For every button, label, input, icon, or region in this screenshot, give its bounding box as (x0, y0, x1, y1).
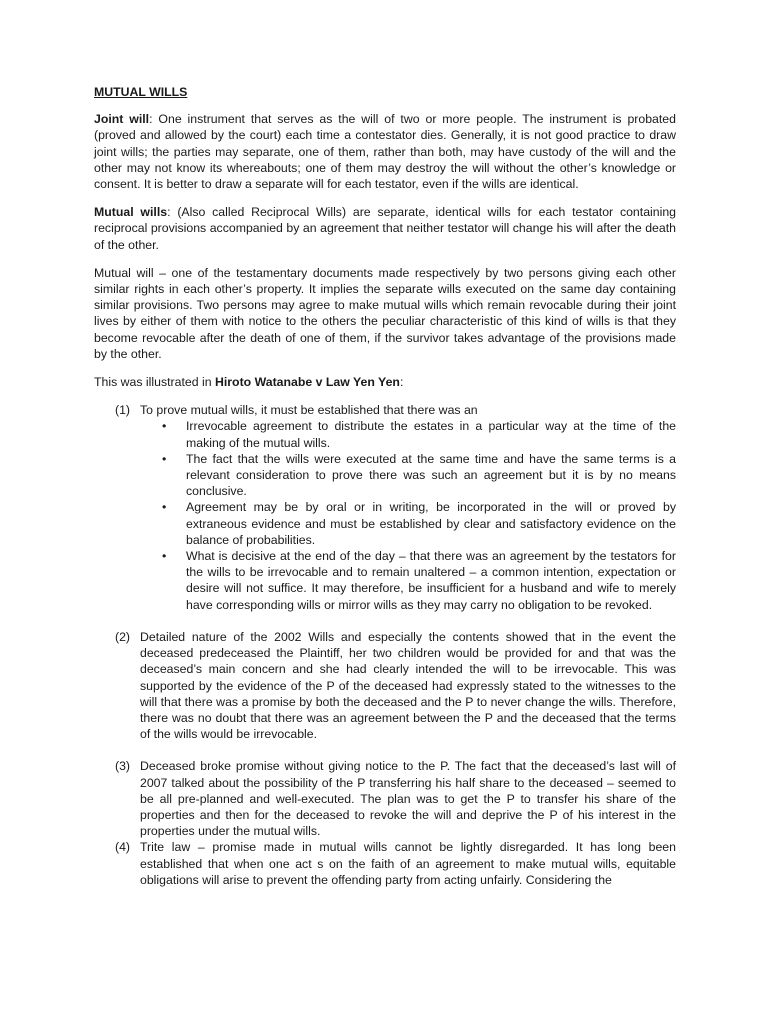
page-title: MUTUAL WILLS (94, 85, 188, 99)
bullet-item: • The fact that the wills were executed at the same time and have the same terms is a relevant consideration to prove there was such an agreement but it is by no means conclusive. (140, 451, 676, 500)
point-item (94, 402, 676, 629)
point-item (94, 839, 676, 888)
point-text: To prove mutual wills, it must be established that there was an (140, 403, 478, 418)
mutual-wills-paragraph (94, 204, 676, 253)
point-item (94, 629, 676, 758)
mutual-wills-term: Mutual wills (94, 205, 168, 220)
mutual-wills-text: : (Also called Reciprocal Wills) are separate, identical wills for each testator containing reciprocal provisions accompanied by an agreement that neither testator will change his will after the death of the other. (94, 205, 677, 252)
joint-will-paragraph (94, 111, 676, 192)
point-text: Detailed nature of the 2002 Wills and especially the contents showed that in the event the deceased predeceased the Plaintiff, her two children would be provided for and that was the deceased’s main concern and she had clearly intended the will to be irrevocable. This was supported by the evidence of the P of the deceased had expressly stated to the witnesses to the will that there was a promise by both the deceased and the P to never change the wills. Therefore, there was no doubt that there was an agreement between the P and the deceased that the terms of the wills would be irrevocable. (140, 629, 676, 742)
point-number: (1) (115, 403, 131, 418)
illustrated-prefix: This was illustrated in (94, 375, 215, 390)
bullet-item: • What is decisive at the end of the day – that there was an agreement by the testators for the wills to be irrevocable and to remain unaltered – a common intention, expectation or desire will not suffice. It may therefore, be insufficient for a husband and wife to merely have corresponding wills or mirror wills as they may carry no obligation to be revoked. (140, 548, 676, 613)
illustrated-paragraph (94, 374, 676, 390)
case-name: Hiroto Watanabe v Law Yen Yen (214, 375, 400, 390)
point-number: (2) (115, 629, 131, 644)
point-number: (3) (115, 759, 131, 774)
bullet-list (140, 418, 676, 612)
point-text: Trite law – promise made in mutual wills cannot be lightly disregarded. It has long been established that when one act s on the faith of an agreement to make mutual wills, equitable obligations will arise to prevent the offending party from acting unfairly. Considering the (140, 840, 676, 887)
points-list (94, 402, 676, 888)
joint-will-text: : One instrument that serves as the will of two or more people. The instrument is probated (proved and allowed by the court) each time a contestator dies. Generally, it is not good practice to draw joint wills; the parties may separate, one of them, rather than both, may have custody of the will and the other may not know its whereabouts; one of them may destroy the will without the other’s knowledge or consent. It is better to draw a separate will for each testator, even if the wills are identical. (94, 112, 676, 192)
mutual-will-paragraph: Mutual will – one of the testamentary documents made respectively by two persons giving each other similar rights in each other’s property. It implies the separate wills executed on the same day containing similar provisions. Two persons may agree to make mutual wills which remain revocable during their joint lives by either of them with notice to the others the peculiar characteristic of this kind of wills is that they become revocable after the death of one of them, if the survivor takes advantage of the provisions made by the other. (94, 265, 676, 361)
bullet-item: • Irrevocable agreement to distribute the estates in a particular way at the time of the making of the mutual wills. (140, 418, 676, 450)
joint-will-term: Joint will (94, 112, 150, 127)
point-number: (4) (115, 840, 131, 855)
illustrated-suffix: : (399, 375, 404, 390)
point-item (94, 758, 676, 839)
point-text: Deceased broke promise without giving notice to the P. The fact that the deceased’s last will of 2007 talked about the possibility of the P transferring his half share to the deceased – seemed to be all pre-planned and well-executed. The plan was to get the P to transfer his share of the properties and then for the deceased to revoke the will and deprive the P of his interest in the properties under the mutual wills. (140, 759, 676, 839)
bullet-item: • Agreement may be by oral or in writing, be incorporated in the will or proved by extraneous evidence and must be established by clear and satisfactory evidence on the balance of probabilities. (140, 499, 676, 548)
